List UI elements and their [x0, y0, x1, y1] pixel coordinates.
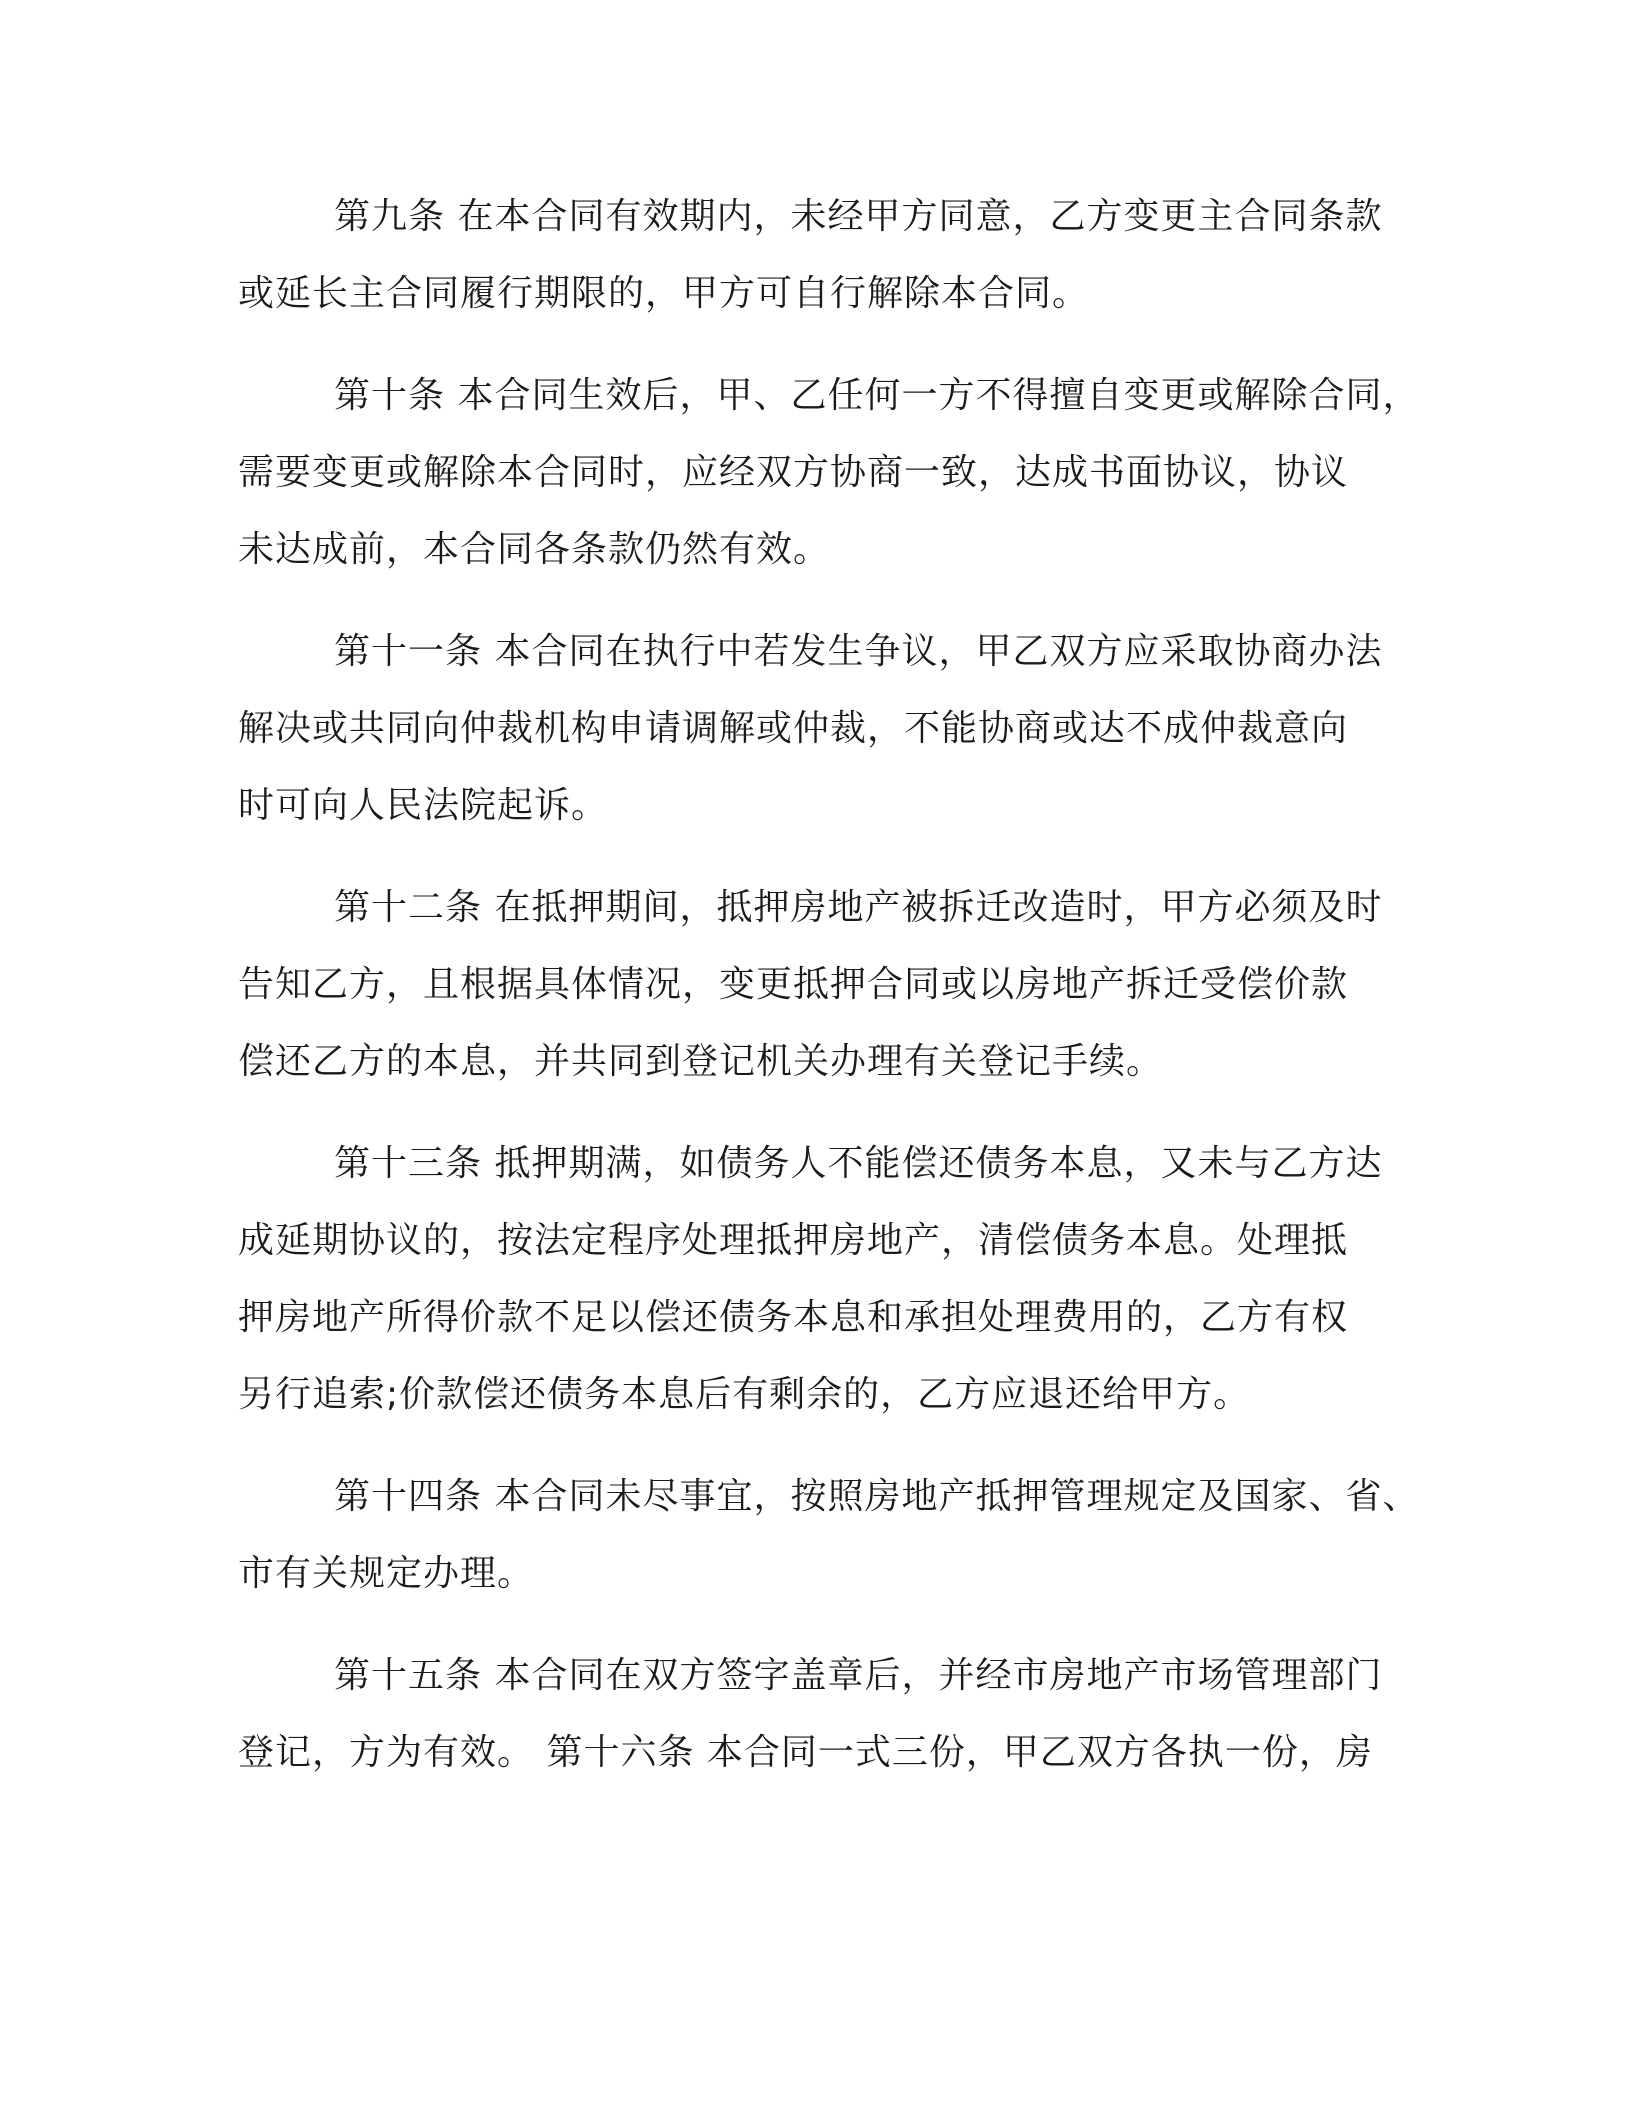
- article-10-line-3: 未达成前，本合同各条款仍然有效。: [238, 529, 831, 570]
- article-14-line-1: 第十四条 本合同未尽事宜，按照房地产抵押管理规定及国家、省、: [334, 1476, 1420, 1517]
- article-15-line-1: 第十五条 本合同在双方签字盖章后，并经市房地产市场管理部门: [334, 1655, 1383, 1696]
- article-13-line-2: 成延期协议的，按法定程序处理抵押房地产，清偿债务本息。处理抵: [238, 1220, 1349, 1261]
- article-11-line-1: 第十一条 本合同在执行中若发生争议，甲乙双方应采取协商办法: [334, 631, 1383, 672]
- article-12: [238, 869, 1438, 1100]
- article-12-line-2: 告知乙方，且根据具体情况，变更抵押合同或以房地产拆迁受偿价款: [238, 964, 1349, 1005]
- article-15: [238, 1637, 1438, 1791]
- article-13: [238, 1125, 1438, 1433]
- article-13-line-3: 押房地产所得价款不足以偿还债务本息和承担处理费用的，乙方有权: [238, 1297, 1349, 1338]
- article-10: [238, 357, 1438, 588]
- article-13-line-1: 第十三条 抵押期满，如债务人不能偿还债务本息，又未与乙方达: [334, 1143, 1383, 1184]
- article-10-line-1: 第十条 本合同生效后，甲、乙任何一方不得擅自变更或解除合同，: [334, 375, 1420, 416]
- article-10-line-2: 需要变更或解除本合同时，应经双方协商一致，达成书面协议，协议: [238, 452, 1349, 493]
- article-15-line-2: 登记，方为有效。 第十六条 本合同一式三份，甲乙双方各执一份，房: [238, 1732, 1373, 1773]
- article-9-line-2: 或延长主合同履行期限的，甲方可自行解除本合同。: [238, 273, 1090, 314]
- article-11-line-3: 时可向人民法院起诉。: [238, 785, 609, 826]
- article-11-line-2: 解决或共同向仲裁机构申请调解或仲裁，不能协商或达不成仲裁意向: [238, 708, 1349, 749]
- article-13-line-4: 另行追索;价款偿还债务本息后有剩余的，乙方应退还给甲方。: [238, 1374, 1251, 1415]
- article-14-line-2: 市有关规定办理。: [238, 1553, 535, 1594]
- article-12-line-1: 第十二条 在抵押期间，抵押房地产被拆迁改造时，甲方必须及时: [334, 887, 1383, 928]
- article-11: [238, 613, 1438, 844]
- article-9-line-1: 第九条 在本合同有效期内，未经甲方同意，乙方变更主合同条款: [334, 196, 1383, 237]
- article-12-line-3: 偿还乙方的本息，并共同到登记机关办理有关登记手续。: [238, 1041, 1164, 1082]
- article-9: [238, 178, 1438, 332]
- article-14: [238, 1458, 1438, 1612]
